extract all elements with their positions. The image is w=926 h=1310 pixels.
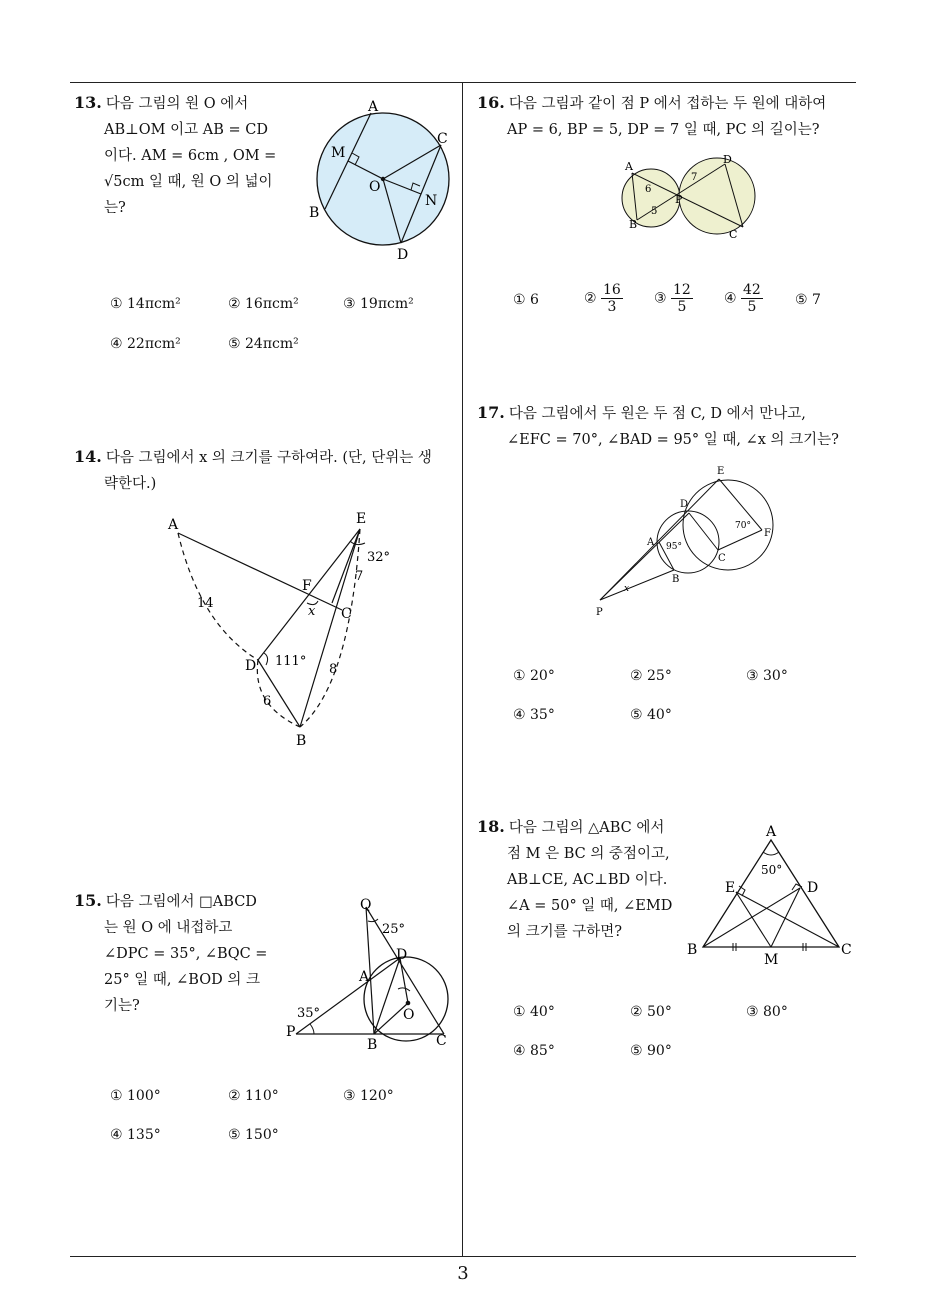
fig16-label-d: D <box>723 153 732 166</box>
fig15-label-d: D <box>396 947 408 963</box>
question-13-line-5: 는? <box>104 200 126 216</box>
q17-choice-2[interactable]: ② 25° <box>630 668 672 684</box>
q17-choice-5[interactable]: ⑤ 40° <box>630 707 672 723</box>
fraction: $\frac{12}{5}$ <box>673 282 691 315</box>
question-14-number: 14. <box>74 447 102 466</box>
question-15-line-4: 25° 일 때, ∠BOD 의 크 <box>104 972 260 988</box>
fig14-label-e: E <box>356 511 367 527</box>
q13-choice-2[interactable]: ② 16πcm² <box>228 296 299 312</box>
q13-choice-5[interactable]: ⑤ 24πcm² <box>228 336 299 352</box>
question-18-line-4: ∠A = 50° 일 때, ∠EMD <box>507 898 673 914</box>
fig17-angle-95: 95° <box>666 542 682 552</box>
question-15-number: 15. <box>74 891 102 910</box>
fig17-angle-70: 70° <box>735 521 751 531</box>
question-18-line-2: 점 M 은 BC 의 중점이고, <box>507 846 670 862</box>
q18-choice-2[interactable]: ② 50° <box>630 1004 672 1020</box>
fig17-label-a: A <box>647 537 655 548</box>
question-14-line-1: 14. 다음 그림에서 x 의 크기를 구하여라. (단, 단위는 생 <box>74 447 432 466</box>
fig14-label-f: F <box>302 578 312 594</box>
question-15-figure <box>282 893 460 1055</box>
circle-large <box>683 480 773 570</box>
fig18-label-e: E <box>725 880 736 896</box>
question-18-line-3: AB⊥CE, AC⊥BD 이다. <box>507 872 668 888</box>
question-18-figure <box>683 820 858 970</box>
question-15-line-3: ∠DPC = 35°, ∠BQC = <box>104 946 268 962</box>
question-18-line-1: 18. 다음 그림의 △ABC 에서 <box>477 817 665 836</box>
q17-choice-1[interactable]: ① 20° <box>513 668 555 684</box>
question-13 <box>74 90 304 221</box>
question-13-line-2: AB⊥OM 이고 AB = CD <box>104 122 268 138</box>
question-14-figure <box>160 505 400 750</box>
question-13-line-4: √5cm 일 때, 원 O 의 넓이 <box>104 174 273 190</box>
fig16-label-c: C <box>729 228 738 241</box>
question-16-figure <box>615 152 765 242</box>
question-16 <box>477 90 862 143</box>
question-16-line-2: AP = 6, BP = 5, DP = 7 일 때, PC 의 길이는? <box>507 122 820 138</box>
question-15-line-5: 기는? <box>104 998 140 1014</box>
q15-choice-2[interactable]: ② 110° <box>228 1088 279 1104</box>
circle-o <box>364 957 448 1041</box>
fig17-label-p: P <box>596 607 603 618</box>
fig16-label-p: P <box>675 193 683 206</box>
q18-choice-4[interactable]: ④ 85° <box>513 1043 555 1059</box>
fig14-length-6: 6 <box>263 694 272 709</box>
fig17-label-f: F <box>764 528 771 539</box>
question-18-line-5: 의 크기를 구하면? <box>507 924 623 940</box>
fig13-label-o: O <box>369 179 381 195</box>
question-14-line-2: 략한다.) <box>104 476 157 492</box>
fig17-label-d: D <box>680 499 689 510</box>
question-18 <box>477 814 677 945</box>
fig13-label-a: A <box>368 99 379 115</box>
fig16-label-a: A <box>625 160 633 173</box>
question-13-figure <box>305 95 465 265</box>
fig15-angle-35: 35° <box>297 1006 321 1021</box>
fig14-length-8: 8 <box>329 662 338 677</box>
fig16-length-5: 5 <box>651 206 658 217</box>
question-14 <box>74 444 459 497</box>
fig15-label-c: C <box>436 1033 447 1049</box>
fig14-angle-32: 32° <box>367 550 391 565</box>
question-15-line-2: 는 원 O 에 내접하고 <box>104 920 233 936</box>
q16-choice-3[interactable]: ③ $\frac{12}{5}$ <box>654 282 691 315</box>
top-rule <box>70 82 856 83</box>
question-17-line-1: 17. 다음 그림에서 두 원은 두 점 C, D 에서 만나고, <box>477 403 806 422</box>
fig15-angle-25: 25° <box>382 922 406 937</box>
q15-choice-4[interactable]: ④ 135° <box>110 1127 161 1143</box>
fig18-label-a: A <box>766 824 777 840</box>
fig14-length-7: 7 <box>355 569 364 584</box>
fig17-label-b: B <box>672 574 680 585</box>
question-13-line-3: 이다. AM = 6cm , OM = <box>104 148 277 164</box>
fig18-label-c: C <box>841 942 852 958</box>
fig18-label-b: B <box>687 942 698 958</box>
triangle-abc <box>703 840 839 947</box>
question-17-line-2: ∠EFC = 70°, ∠BAD = 95° 일 때, ∠x 의 크기는? <box>507 432 839 448</box>
q15-choice-5[interactable]: ⑤ 150° <box>228 1127 279 1143</box>
fig13-label-n: N <box>425 193 438 209</box>
q17-choice-3[interactable]: ③ 30° <box>746 668 788 684</box>
q15-choice-1[interactable]: ① 100° <box>110 1088 161 1104</box>
q18-choice-3[interactable]: ③ 80° <box>746 1004 788 1020</box>
question-13-number: 13. <box>74 93 102 112</box>
q15-choice-3[interactable]: ③ 120° <box>343 1088 394 1104</box>
fig14-label-d: D <box>245 658 257 674</box>
fig14-label-x: x <box>308 604 316 619</box>
question-15 <box>74 888 274 1019</box>
fig16-length-6: 6 <box>645 184 652 195</box>
fraction: $\frac{42}{5}$ <box>743 282 761 315</box>
q13-choice-4[interactable]: ④ 22πcm² <box>110 336 181 352</box>
question-18-number: 18. <box>477 817 505 836</box>
q13-choice-3[interactable]: ③ 19πcm² <box>343 296 414 312</box>
q13-choice-1[interactable]: ① 14πcm² <box>110 296 181 312</box>
question-16-number: 16. <box>477 93 505 112</box>
fig15-label-q: Q <box>360 897 372 913</box>
fraction: $\frac{16}{3}$ <box>603 282 621 315</box>
question-17-number: 17. <box>477 403 505 422</box>
fig15-label-p: P <box>286 1024 296 1040</box>
fig14-label-a: A <box>168 517 179 533</box>
q16-choice-1[interactable]: ① 6 <box>513 292 539 308</box>
fig13-label-d: D <box>397 247 409 263</box>
fig14-angle-111: 111° <box>275 654 307 669</box>
fig18-label-m: M <box>764 952 779 968</box>
question-17 <box>477 400 862 453</box>
fig15-label-b: B <box>367 1037 378 1053</box>
q18-choice-1[interactable]: ① 40° <box>513 1004 555 1020</box>
fig16-label-b: B <box>629 218 638 231</box>
q17-choice-4[interactable]: ④ 35° <box>513 707 555 723</box>
fig13-label-c: C <box>437 131 448 147</box>
fig17-label-c: C <box>718 553 726 564</box>
question-16-line-1: 16. 다음 그림과 같이 점 P 에서 접하는 두 원에 대하여 <box>477 93 827 112</box>
page-number: 3 <box>457 1263 469 1284</box>
q16-choice-5[interactable]: ⑤ 7 <box>795 292 821 308</box>
fig17-label-x: x <box>624 584 630 594</box>
fig14-length-14: 14 <box>197 596 214 611</box>
q16-choice-4[interactable]: ④ $\frac{42}{5}$ <box>724 282 761 315</box>
fig13-label-m: M <box>331 145 346 161</box>
bottom-rule <box>70 1256 856 1257</box>
fig14-label-c: C <box>341 606 352 622</box>
q18-choice-5[interactable]: ⑤ 90° <box>630 1043 672 1059</box>
fig15-label-a: A <box>359 969 370 985</box>
fig18-label-d: D <box>807 880 819 896</box>
fig15-label-o: O <box>403 1007 415 1023</box>
q16-choice-2[interactable]: ② $\frac{16}{3}$ <box>584 282 621 315</box>
fig13-label-b: B <box>309 205 320 221</box>
fig16-length-7: 7 <box>691 172 698 183</box>
fig17-label-e: E <box>717 466 725 477</box>
fig14-label-b: B <box>296 733 307 749</box>
question-13-line-1: 13. 다음 그림의 원 O 에서 <box>74 93 249 112</box>
question-17-figure <box>590 460 780 625</box>
fig18-angle-50: 50° <box>761 863 783 877</box>
question-15-line-1: 15. 다음 그림에서 □ABCD <box>74 891 257 910</box>
